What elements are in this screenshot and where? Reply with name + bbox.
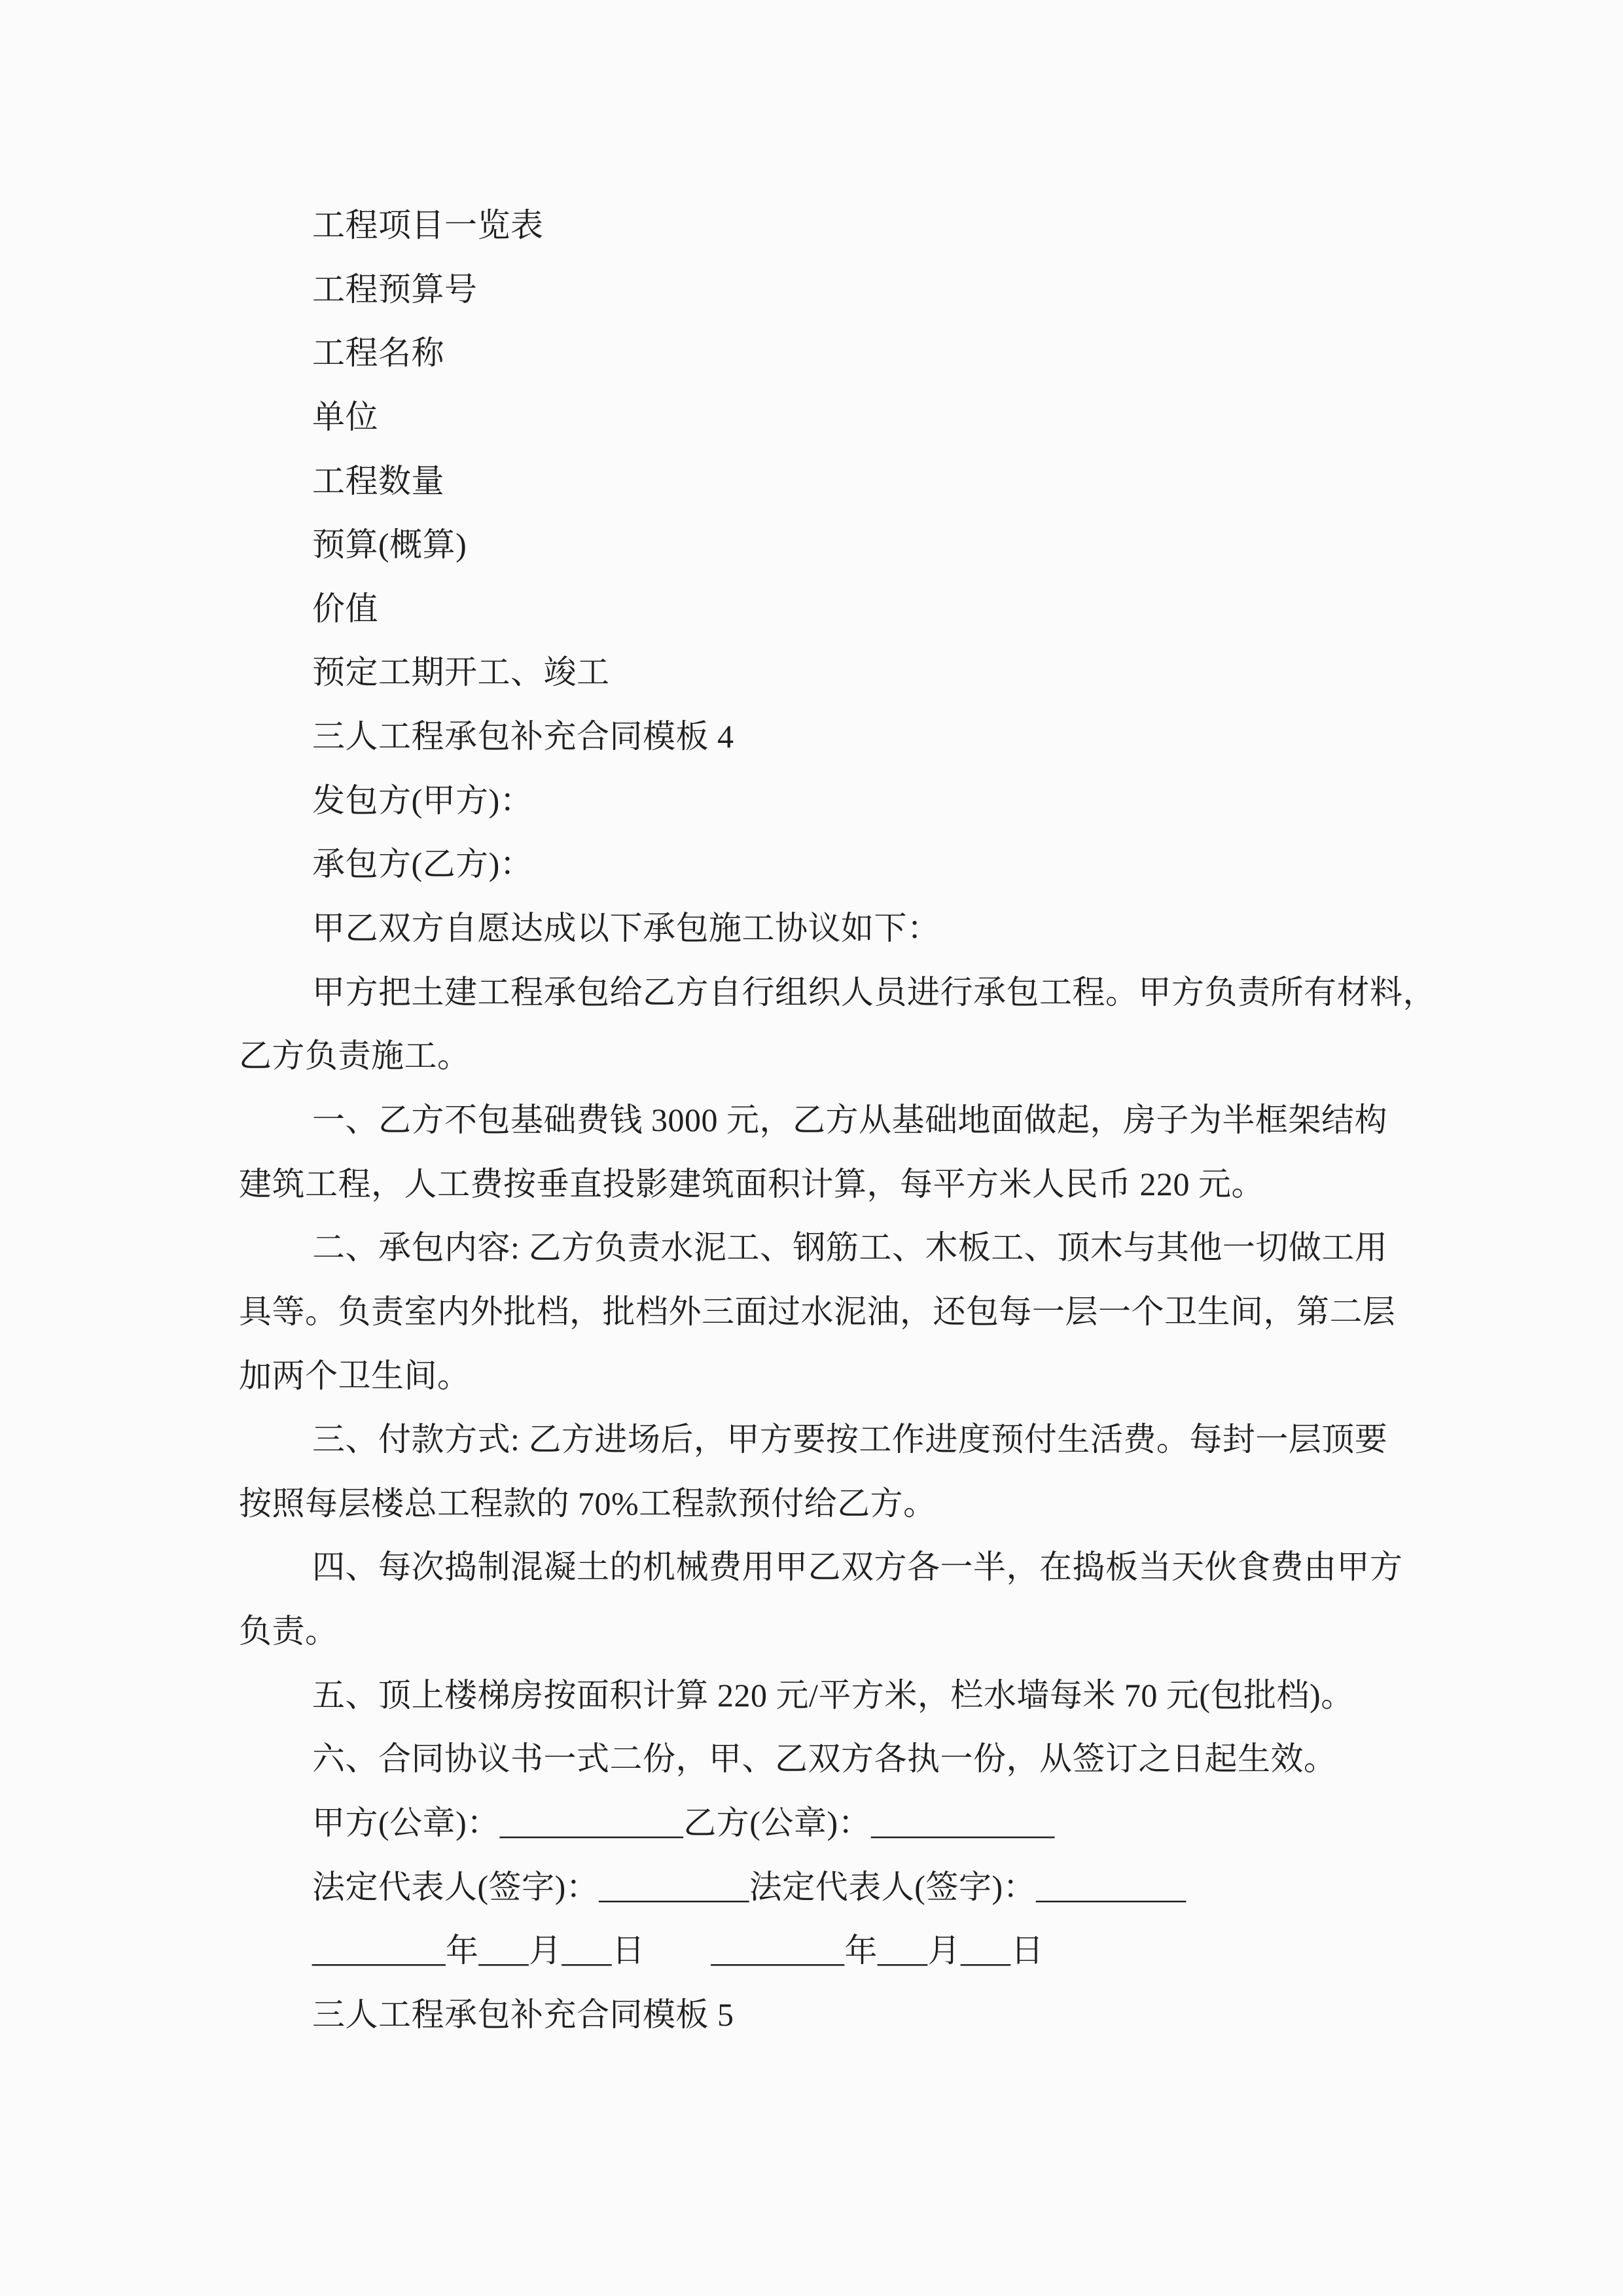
document-line: 价值 bbox=[312, 590, 378, 627]
document-line: 二、承包内容: 乙方负责水泥工、钢筋工、木板工、顶木与其他一切做工用 bbox=[312, 1229, 1388, 1266]
document-line: 三人工程承包补充合同模板 4 bbox=[312, 718, 734, 755]
document-line: 三人工程承包补充合同模板 5 bbox=[312, 1996, 734, 2033]
document-line: 四、每次捣制混凝土的机械费用甲乙双方各一半，在捣板当天伙食费由甲方 bbox=[312, 1549, 1403, 1586]
document-line: 按照每层楼总工程款的 70%工程款预付给乙方。 bbox=[239, 1484, 936, 1522]
document-line: 六、合同协议书一式二份，甲、乙双方各执一份，从签订之日起生效。 bbox=[312, 1740, 1337, 1778]
document-line: 负责。 bbox=[239, 1613, 338, 1650]
document-line: 发包方(甲方)： bbox=[312, 781, 533, 819]
document-line: 乙方负责施工。 bbox=[239, 1037, 471, 1075]
document-line: 工程预算号 bbox=[312, 270, 478, 308]
document-line: 甲方把土建工程承包给乙方自行组织人员进行承包工程。甲方负责所有材料， bbox=[312, 973, 1436, 1011]
document-line: 预定工期开工、竣工 bbox=[312, 654, 610, 691]
document-line: 三、付款方式: 乙方进场后，甲方要按工作进度预付生活费。每封一层顶要 bbox=[312, 1421, 1388, 1458]
document-line: 工程项目一览表 bbox=[312, 207, 544, 243]
document-line: 具等。负责室内外批档，批档外三面过水泥油，还包每一层一个卫生间，第二层 bbox=[239, 1293, 1396, 1330]
document-line: 一、乙方不包基础费钱 3000 元，乙方从基础地面做起，房子为半框架结构 bbox=[312, 1101, 1387, 1138]
document-line: 五、顶上楼梯房按面积计算 220 元/平方米，栏水墙每米 70 元(包批档)。 bbox=[312, 1676, 1354, 1713]
document-line: 单位 bbox=[312, 398, 378, 435]
document-line: 预算(概算) bbox=[312, 526, 467, 564]
document-line: 承包方(乙方)： bbox=[312, 846, 533, 883]
document-line: 甲乙双方自愿达成以下承包施工协议如下： bbox=[312, 910, 940, 947]
document-line: 加两个卫生间。 bbox=[239, 1357, 471, 1394]
document-content bbox=[239, 194, 1436, 2047]
document-line: 法定代表人(签字)：_________法定代表人(签字)：_________ bbox=[312, 1868, 1186, 1905]
document-line: 建筑工程，人工费按垂直投影建筑面积计算，每平方米人民币 220 元。 bbox=[239, 1165, 1264, 1202]
document-line: ________年___月___日 ________年___月___日 bbox=[312, 1932, 1044, 1969]
document-line: 甲方(公章)：___________乙方(公章)：___________ bbox=[312, 1804, 1055, 1842]
document-line: 工程数量 bbox=[312, 462, 444, 499]
document-line: 工程名称 bbox=[312, 334, 444, 372]
